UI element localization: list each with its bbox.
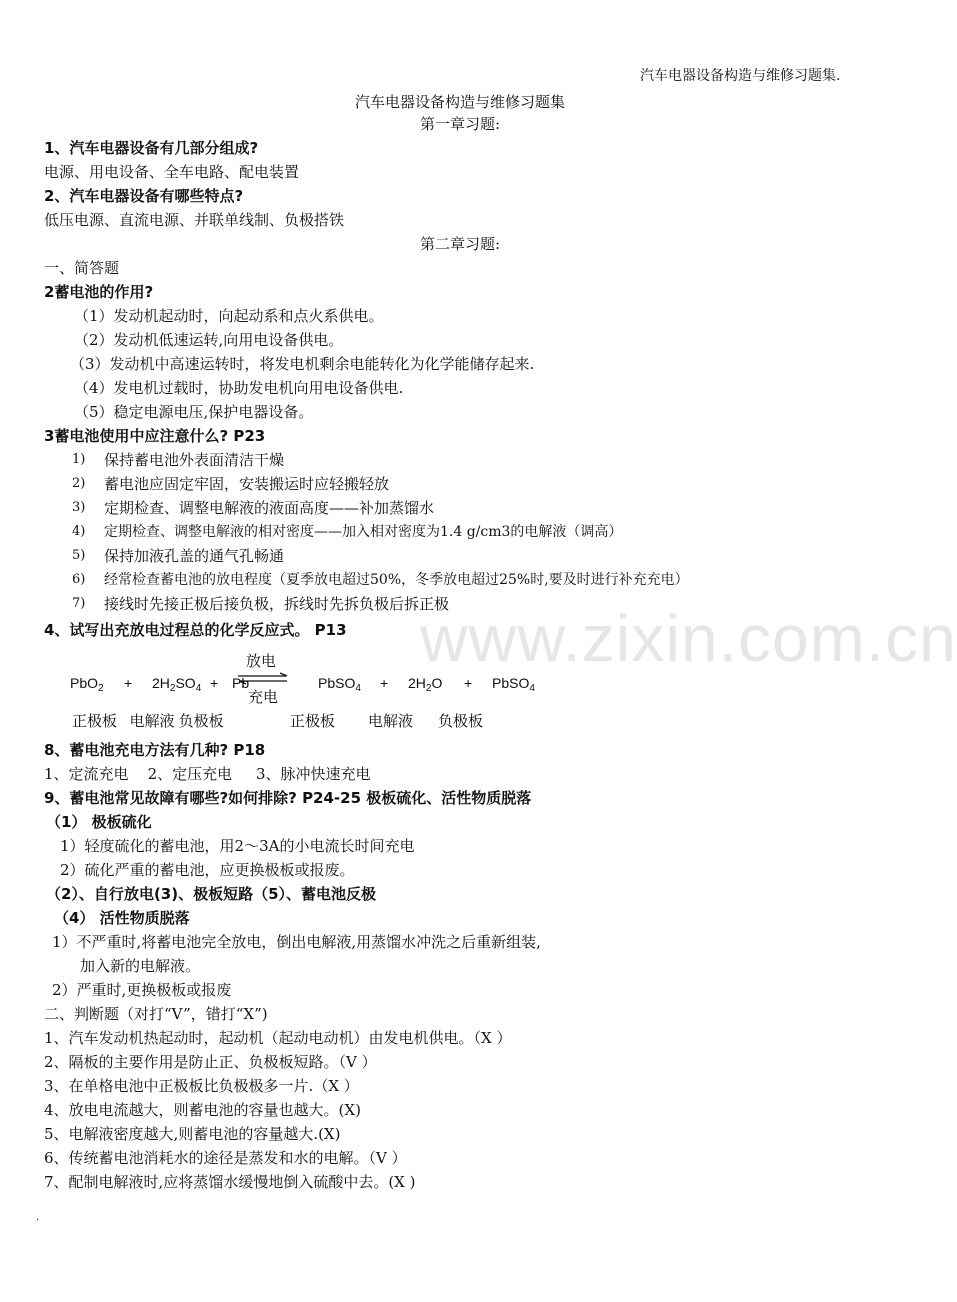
q9-subheading: （1） 极板硫化 bbox=[46, 813, 152, 831]
ch2-question-2: 2蓄电池的作用? bbox=[44, 283, 154, 301]
ch1-answer-2: 低压电源、直流电源、并联单线制、负极搭铁 bbox=[44, 211, 345, 229]
chapter-1-heading: 第一章习题: bbox=[419, 115, 501, 133]
q3-item: 经常检查蓄电池的放电程度（夏季放电超过50%，冬季放电超过25%时,要及时进行补充充电） bbox=[104, 572, 689, 588]
ch2-question-9: 9、蓄电池常见故障有哪些?如何排除? P24-25 极板硫化、活性物质脱落 bbox=[44, 789, 532, 807]
q3-item-number: 1) bbox=[72, 452, 86, 467]
q3-item-number: 4) bbox=[72, 524, 86, 539]
plus-sign: + bbox=[380, 675, 389, 691]
q3-item-number: 7) bbox=[72, 596, 86, 611]
ch1-question-2: 2、汽车电器设备有哪些特点? bbox=[44, 187, 244, 205]
judge-item: 4、放电电流越大，则蓄电池的容量也越大。(X) bbox=[44, 1101, 361, 1119]
judge-item: 5、电解液密度越大,则蓄电池的容量越大.(X) bbox=[44, 1125, 341, 1143]
q9-subheading: （2）、自行放电(3)、极板短路（5）、蓄电池反极 bbox=[46, 885, 377, 903]
q3-item: 蓄电池应固定牢固，安装搬运时应轻搬轻放 bbox=[104, 475, 390, 493]
section-true-false: 二、判断题（对打“V”，错打“X”) bbox=[44, 1005, 268, 1023]
chapter-2-heading: 第二章习题: bbox=[419, 235, 501, 253]
plus-sign: + bbox=[124, 675, 133, 691]
formula-h2o: $2H_2O$ bbox=[408, 675, 443, 694]
charge-label: 充电 bbox=[248, 689, 279, 706]
q2-item: （5）稳定电源电压,保护电器设备。 bbox=[74, 403, 314, 421]
ch2-question-3: 3蓄电池使用中应注意什么? P23 bbox=[44, 427, 266, 445]
q9-item: 1）不严重时,将蓄电池完全放电，倒出电解液,用蒸馏水冲洗之后重新组装, bbox=[52, 933, 541, 951]
q3-item: 定期检查、调整电解液的相对密度——加入相对密度为1.4 g/cm3的电解液（调高） bbox=[104, 524, 623, 540]
equation-label-electrolyte: 电解液 bbox=[368, 713, 414, 730]
judge-item: 1、汽车发动机热起动时，起动机（起动电动机）由发电机供电。（X ） bbox=[44, 1029, 512, 1047]
q9-item: 2）硫化严重的蓄电池，应更换极板或报废。 bbox=[60, 861, 355, 879]
judge-item: 3、在单格电池中正极板比负极极多一片.（X ） bbox=[44, 1077, 359, 1095]
q2-item: （3）发动机中高速运转时，将发电机剩余电能转化为化学能储存起来. bbox=[70, 355, 535, 373]
q3-item: 保持加液孔盖的通气孔畅通 bbox=[104, 547, 285, 565]
judge-item: 2、隔板的主要作用是防止正、负极板短路。（V ） bbox=[44, 1053, 377, 1071]
ch2-question-8: 8、蓄电池充电方法有几种? P18 bbox=[44, 741, 266, 759]
equation-labels-reactants: 正极板 电解液 负极板 bbox=[72, 713, 224, 730]
ch1-answer-1: 电源、用电设备、全车电路、配电装置 bbox=[44, 163, 300, 181]
formula-pbo2: PbO$_2$ bbox=[70, 675, 104, 694]
q2-item: （2）发动机低速运转,向用电设备供电。 bbox=[74, 331, 344, 349]
plus-sign: + bbox=[210, 675, 219, 691]
formula-pb: Pb bbox=[232, 675, 250, 691]
discharge-label: 放电 bbox=[246, 653, 277, 670]
q3-item-number: 6) bbox=[72, 572, 86, 587]
q3-item-number: 2) bbox=[72, 476, 86, 491]
q2-item: （4）发电机过载时，协助发电机向用电设备供电. bbox=[74, 379, 404, 397]
footer-dot: . bbox=[36, 1212, 40, 1223]
q3-item-number: 3) bbox=[72, 500, 86, 515]
section-short-answer: 一、简答题 bbox=[44, 259, 120, 277]
formula-pbso4: PbSO$_4$ bbox=[492, 675, 535, 694]
q9-item: 加入新的电解液。 bbox=[80, 957, 201, 975]
q3-item: 接线时先接正极后接负极，拆线时先拆负极后拆正极 bbox=[104, 595, 450, 613]
q3-item: 定期检查、调整电解液的液面高度——补加蒸馏水 bbox=[104, 499, 435, 517]
equation-label-positive: 正极板 bbox=[290, 713, 336, 730]
q3-item-number: 5) bbox=[72, 548, 86, 563]
ch2-answer-8: 1、定流充电 2、定压充电 3、脉冲快速充电 bbox=[44, 765, 371, 783]
plus-sign: + bbox=[464, 675, 473, 691]
judge-item: 7、配制电解液时,应将蒸馏水缓慢地倒入硫酸中去。(X ) bbox=[44, 1173, 416, 1191]
equation-label-negative: 负极板 bbox=[438, 713, 484, 730]
watermark: www.zixin.com.cn bbox=[420, 601, 957, 675]
ch1-question-1: 1、汽车电器设备有几部分组成? bbox=[44, 139, 259, 157]
running-header: 汽车电器设备构造与维修习题集. bbox=[640, 68, 841, 84]
judge-item: 6、传统蓄电池消耗水的途径是蒸发和水的电解。（V ） bbox=[44, 1149, 407, 1167]
formula-h2so4: $2H_2SO_4$ bbox=[152, 675, 202, 694]
q2-item: （1）发动机起动时，向起动系和点火系供电。 bbox=[74, 307, 384, 325]
document-title: 汽车电器设备构造与维修习题集 bbox=[354, 93, 565, 111]
q9-subheading: （4） 活性物质脱落 bbox=[54, 909, 190, 927]
q9-item: 1）轻度硫化的蓄电池，用2～3A的小电流长时间充电 bbox=[60, 837, 415, 855]
q9-item: 2）严重时,更换极板或报废 bbox=[52, 981, 232, 999]
formula-pbso4: PbSO$_4$ bbox=[318, 675, 361, 694]
ch2-question-4: 4、试写出充放电过程总的化学反应式。 P13 bbox=[44, 621, 347, 639]
q3-item: 保持蓄电池外表面清洁干燥 bbox=[104, 451, 285, 469]
